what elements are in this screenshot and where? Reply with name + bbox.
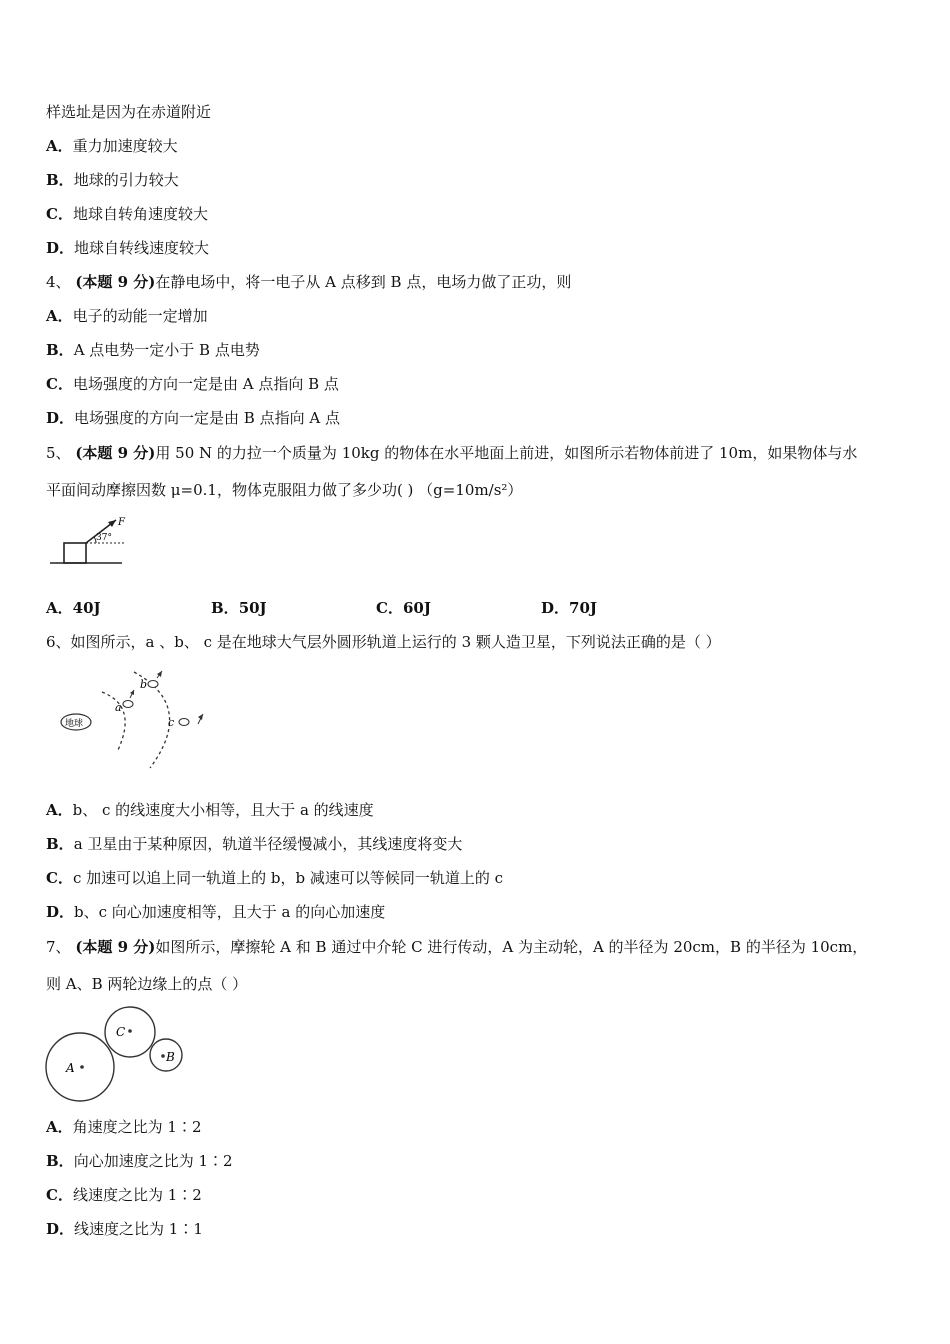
option-letter: B． (211, 599, 239, 617)
option-text: 线速度之比为 1∶1 (74, 1220, 203, 1238)
earth-label: 地球 (65, 719, 84, 729)
option-letter: A． (46, 137, 73, 155)
option-letter: D． (541, 599, 570, 617)
option-letter: D． (46, 409, 75, 427)
option-letter: A． (46, 307, 73, 325)
option-letter: C． (46, 869, 73, 887)
option-text: 电场强度的方向一定是由 A 点指向 B 点 (72, 375, 339, 393)
satellite-a-label: a (115, 701, 122, 714)
option-letter: A． (46, 801, 73, 819)
satellite-b-label: b (140, 678, 148, 691)
option-letter: B． (46, 835, 74, 853)
q3-option-d (46, 238, 209, 258)
question-number: 7、 (46, 938, 71, 956)
q5-option-a (46, 598, 101, 618)
option-letter: D． (46, 903, 75, 921)
option-letter: B． (46, 341, 74, 359)
option-text: 电场强度的方向一定是由 B 点指向 A 点 (74, 409, 340, 427)
q5-stem-line1 (46, 443, 857, 463)
option-text: A 点电势一定小于 B 点电势 (73, 341, 260, 359)
option-text: 线速度之比为 1∶2 (72, 1186, 202, 1204)
wheel-c-label: C (116, 1025, 126, 1039)
option-text: 地球自转线速度较大 (74, 239, 210, 257)
option-letter: A． (46, 599, 73, 617)
q3-option-a (46, 136, 178, 156)
satellite-c-label: c (168, 716, 175, 729)
option-letter: B． (46, 1152, 74, 1170)
question-text: 如图所示，摩擦轮 A 和 B 通过中介轮 C 进行传动，A 为主动轮，A 的半径为 20cm，B 的半径为 10cm， (155, 938, 868, 956)
block (64, 543, 86, 563)
q7-option-c (46, 1185, 202, 1205)
option-text: b、c 向心加速度相等，且大于 a 的向心加速度 (74, 903, 386, 921)
q7-option-b (46, 1151, 233, 1171)
option-text: 向心加速度之比为 1∶2 (73, 1152, 233, 1170)
option-text: 地球自转角速度较大 (72, 205, 208, 223)
option-letter: C． (46, 1186, 73, 1204)
q7-option-d (46, 1219, 203, 1239)
q7-stem-line2: 则 A、B 两轮边缘上的点（ ） (46, 975, 248, 993)
wheel-b-label: B (166, 1050, 175, 1064)
option-text: 60J (402, 599, 431, 617)
q5-figure (46, 512, 136, 570)
q5-option-b (211, 598, 267, 618)
q6-option-a (46, 800, 374, 820)
q5-option-d (541, 598, 597, 618)
q4-option-d (46, 408, 340, 428)
question-number: 5、 (46, 444, 71, 462)
option-text: b、 c 的线速度大小相等，且大于 a 的线速度 (72, 801, 374, 819)
option-letter: C． (46, 375, 73, 393)
option-text: 电子的动能一定增加 (72, 307, 208, 325)
question-score: (本题 9 分) (75, 938, 156, 956)
wheel-b-center (161, 1054, 165, 1058)
question-number: 4、 (46, 273, 71, 291)
q6-option-b (46, 834, 462, 854)
wheel-a (46, 1033, 114, 1101)
q3-option-c (46, 204, 208, 224)
force-label: F (118, 517, 125, 528)
option-letter: D． (46, 1220, 75, 1238)
question-text: 用 50 N 的力拉一个质量为 10kg 的物体在水平地面上前进，如图所示若物体前进了 10m，如果物体与水 (155, 444, 858, 462)
q4-stem (46, 272, 571, 292)
question-score: (本题 9 分) (75, 273, 156, 291)
option-letter: D． (46, 239, 75, 257)
wheel-c-center (128, 1029, 132, 1033)
option-text: 40J (72, 599, 101, 617)
q7-stem-line1 (46, 937, 867, 957)
q5-option-c (376, 598, 431, 618)
question-text: 如图所示，a 、b、 c 是在地球大气层外圆形轨道上运行的 3 颗人造卫星，下列说法正确的是（ ） (70, 633, 721, 651)
q4-option-a (46, 306, 208, 326)
option-text: 重力加速度较大 (72, 137, 178, 155)
q3-stem-tail: 样选址是因为在赤道附近 (46, 103, 212, 121)
q6-figure (46, 664, 226, 774)
q4-option-c (46, 374, 339, 394)
question-text: 在静电场中，将一电子从 A 点移到 B 点，电场力做了正功，则 (155, 273, 572, 291)
satellite-b (148, 681, 158, 688)
angle-label: 37° (96, 533, 112, 543)
q6-stem (46, 632, 721, 652)
wheel-a-center (80, 1065, 84, 1069)
q5-stem-line2: 平面间动摩擦因数 μ=0.1，物体克服阻力做了多少功( ) （g=10m/s²） (46, 481, 523, 499)
option-text: 70J (569, 599, 597, 617)
option-text: 角速度之比为 1∶2 (72, 1118, 202, 1136)
q6-option-c (46, 868, 503, 888)
option-letter: C． (376, 599, 403, 617)
q7-option-a (46, 1117, 202, 1137)
option-text: 地球的引力较大 (73, 171, 179, 189)
orbit-a (102, 692, 125, 750)
option-letter: B． (46, 171, 74, 189)
satellite-a (123, 701, 133, 708)
q6-option-d (46, 902, 385, 922)
question-score: (本题 9 分) (75, 444, 156, 462)
q4-option-b (46, 340, 260, 360)
option-letter: C． (46, 205, 73, 223)
wheel-a-label: A (66, 1061, 75, 1075)
option-letter: A． (46, 1118, 73, 1136)
q7-figure (42, 1002, 192, 1106)
q3-option-b (46, 170, 179, 190)
option-text: a 卫星由于某种原因，轨道半径缓慢减小，其线速度将变大 (73, 835, 463, 853)
question-number: 6、 (46, 633, 71, 651)
satellite-c (179, 719, 189, 726)
option-text: c 加速可以追上同一轨道上的 b，b 减速可以等候同一轨道上的 c (72, 869, 504, 887)
option-text: 50J (238, 599, 267, 617)
